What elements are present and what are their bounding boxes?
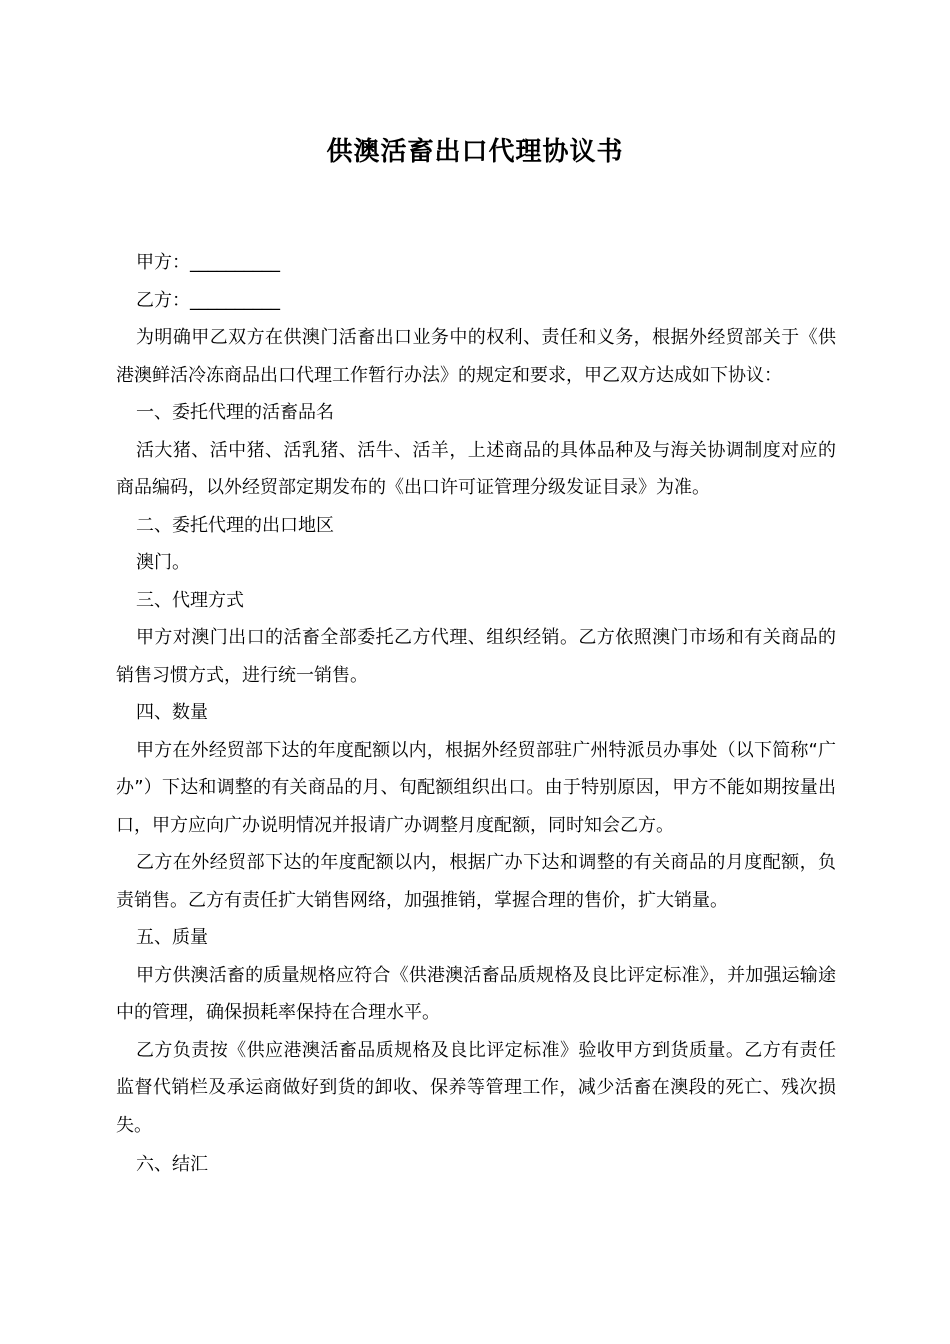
section-heading-1: 一、委托代理的活畜品名 [136, 402, 334, 423]
section-4-paragraph-1: 甲方在外经贸部下达的年度配额以内，根据外经贸部驻广州特派员办事处（以下简称“广办”）下达和调整的有关商品的月、旬配额组织出口。由于特别原因，甲方不能如期按量出口，甲方应向广办说明情况并报请广办调整月度配额，同时知会乙方。 [116, 739, 836, 836]
party-a-blank: __________ [190, 252, 280, 273]
party-a-label: 甲方： [136, 252, 190, 273]
party-b-label: 乙方： [136, 289, 190, 311]
section-heading-2: 二、委托代理的出口地区 [136, 514, 334, 536]
document-title: 供澳活畜出口代理协议书 [326, 137, 624, 167]
party-b-line [116, 282, 836, 320]
section-3-paragraph-1: 甲方对澳门出口的活畜全部委托乙方代理、组织经销。乙方依照澳门市场和有关商品的销售习惯方式，进行统一销售。 [116, 627, 836, 686]
section-heading-4: 四、数量 [136, 702, 208, 723]
section-heading-5: 五、质量 [136, 927, 208, 948]
section-5-paragraph-1: 甲方供澳活畜的质量规格应符合《供港澳活畜品质规格及良比评定标准》，并加强运输途中的管理，确保损耗率保持在合理水平。 [116, 964, 836, 1023]
section-heading-3: 三、代理方式 [136, 589, 244, 611]
intro-paragraph: 为明确甲乙双方在供澳门活畜出口业务中的权利、责任和义务，根据外经贸部关于《供港澳鲜活冷冻商品出口代理工作暂行办法》的规定和要求，甲乙双方达成如下协议： [116, 327, 836, 386]
party-b-blank: __________ [190, 289, 280, 311]
party-a-line [116, 244, 836, 282]
section-5-paragraph-2: 乙方负责按《供应港澳活畜品质规格及良比评定标准》验收甲方到货质量。乙方有责任监督代销栏及承运商做好到货的卸收、保养等管理工作，减少活畜在澳段的死亡、残次损失。 [116, 1039, 836, 1136]
section-2-paragraph-1: 澳门。 [136, 552, 190, 573]
document-body [116, 244, 836, 1184]
section-4-paragraph-2: 乙方在外经贸部下达的年度配额以内，根据广办下达和调整的有关商品的月度配额，负责销售。乙方有责任扩大销售网络，加强推销，掌握合理的售价，扩大销量。 [116, 852, 836, 911]
section-1-paragraph-1: 活大猪、活中猪、活乳猪、活牛、活羊，上述商品的具体品种及与海关协调制度对应的商品编码，以外经贸部定期发布的《出口许可证管理分级发证目录》为准。 [116, 439, 836, 498]
section-heading-6: 六、结汇 [136, 1154, 208, 1175]
